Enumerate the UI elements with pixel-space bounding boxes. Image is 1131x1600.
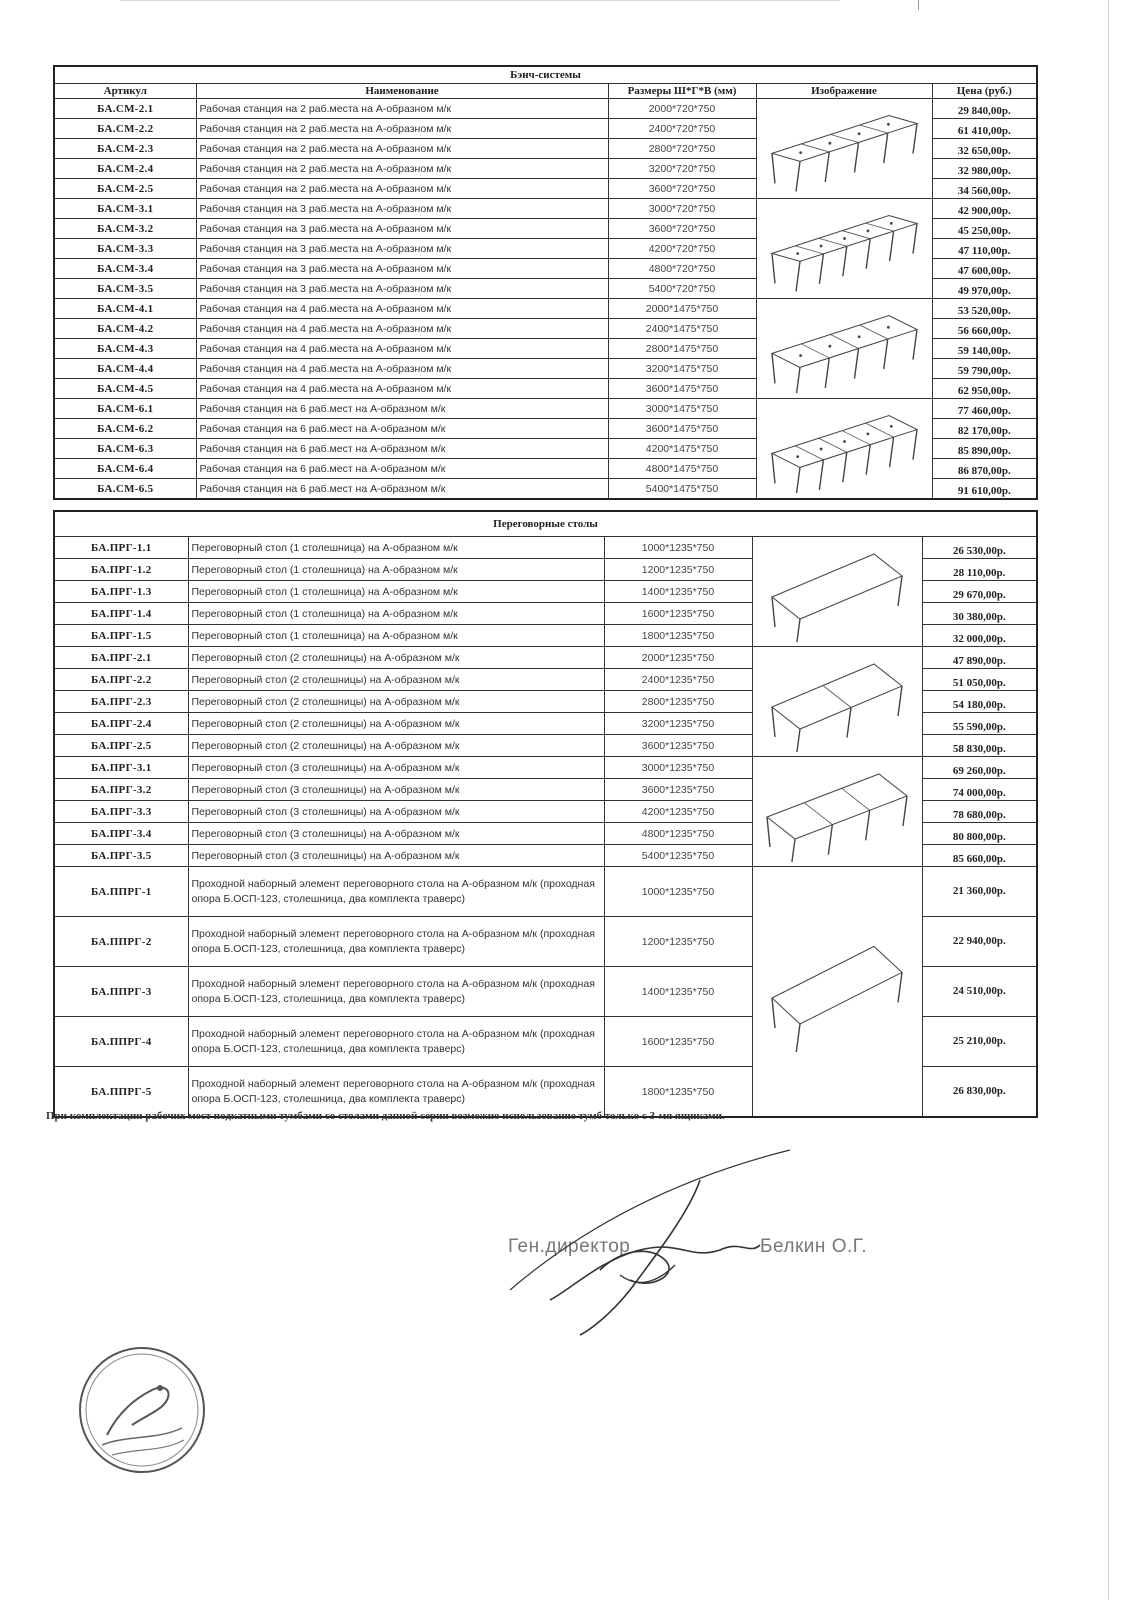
article-cell: БА.ПРГ-1.3 xyxy=(54,581,188,603)
product-image xyxy=(752,647,922,757)
price-cell: 59 790,00р. xyxy=(932,359,1037,379)
name-cell: Рабочая станция на 6 раб.мест на А-образном м/к xyxy=(196,439,608,459)
size-cell: 3600*1475*750 xyxy=(608,419,756,439)
name-cell: Рабочая станция на 4 раб.места на А-образном м/к xyxy=(196,359,608,379)
price-cell: 69 260,00р. xyxy=(922,757,1037,779)
table-row xyxy=(54,299,1037,319)
company-stamp xyxy=(72,1340,212,1480)
name-cell: Переговорный стол (2 столешницы) на А-образном м/к xyxy=(188,647,604,669)
name-cell: Переговорный стол (3 столешницы) на А-образном м/к xyxy=(188,845,604,867)
name-cell: Переговорный стол (2 столешницы) на А-образном м/к xyxy=(188,691,604,713)
article-cell: БА.СМ-2.1 xyxy=(54,99,196,119)
article-cell: БА.ПРГ-3.5 xyxy=(54,845,188,867)
name-cell: Переговорный стол (3 столешницы) на А-образном м/к xyxy=(188,779,604,801)
price-cell: 53 520,00р. xyxy=(932,299,1037,319)
table-row xyxy=(54,867,1037,917)
price-cell: 85 660,00р. xyxy=(922,845,1037,867)
name-cell: Переговорный стол (2 столешницы) на А-образном м/к xyxy=(188,713,604,735)
price-cell: 22 940,00р. xyxy=(922,917,1037,967)
size-cell: 2800*1235*750 xyxy=(604,691,752,713)
size-cell: 2400*720*750 xyxy=(608,119,756,139)
article-cell: БА.ПРГ-3.1 xyxy=(54,757,188,779)
name-cell: Рабочая станция на 2 раб.места на А-образном м/к xyxy=(196,99,608,119)
size-cell: 1800*1235*750 xyxy=(604,625,752,647)
size-cell: 5400*720*750 xyxy=(608,279,756,299)
size-cell: 4800*1235*750 xyxy=(604,823,752,845)
table-row xyxy=(54,399,1037,419)
signature-title: Ген.директор xyxy=(508,1236,631,1257)
price-cell: 58 830,00р. xyxy=(922,735,1037,757)
scan-edge-top xyxy=(120,0,840,1)
header-size: Размеры Ш*Г*В (мм) xyxy=(608,84,756,99)
size-cell: 1600*1235*750 xyxy=(604,1017,752,1067)
article-cell: БА.СМ-6.1 xyxy=(54,399,196,419)
size-cell: 1800*1235*750 xyxy=(604,1067,752,1118)
article-cell: БА.СМ-4.3 xyxy=(54,339,196,359)
price-cell: 47 890,00р. xyxy=(922,647,1037,669)
name-cell: Проходной наборный элемент переговорного стола на А-образном м/к (проходная опора Б.ОСП-123, столешница, два комплекта траверс) xyxy=(188,1067,604,1118)
article-cell: БА.СМ-2.4 xyxy=(54,159,196,179)
size-cell: 3000*720*750 xyxy=(608,199,756,219)
size-cell: 2400*1235*750 xyxy=(604,669,752,691)
price-cell: 62 950,00р. xyxy=(932,379,1037,399)
product-image xyxy=(756,299,932,399)
price-cell: 55 590,00р. xyxy=(922,713,1037,735)
article-cell: БА.СМ-3.2 xyxy=(54,219,196,239)
size-cell: 1400*1235*750 xyxy=(604,967,752,1017)
price-cell: 29 840,00р. xyxy=(932,99,1037,119)
size-cell: 4200*1475*750 xyxy=(608,439,756,459)
size-cell: 3600*720*750 xyxy=(608,179,756,199)
size-cell: 4200*1235*750 xyxy=(604,801,752,823)
price-cell: 26 830,00р. xyxy=(922,1067,1037,1118)
size-cell: 5400*1475*750 xyxy=(608,479,756,500)
product-image xyxy=(752,757,922,867)
name-cell: Проходной наборный элемент переговорного стола на А-образном м/к (проходная опора Б.ОСП-123, столешница, два комплекта траверс) xyxy=(188,967,604,1017)
size-cell: 4800*1475*750 xyxy=(608,459,756,479)
scan-edge-tick xyxy=(918,0,919,10)
price-cell: 91 610,00р. xyxy=(932,479,1037,500)
size-cell: 1000*1235*750 xyxy=(604,537,752,559)
size-cell: 3200*1475*750 xyxy=(608,359,756,379)
article-cell: БА.ПРГ-1.4 xyxy=(54,603,188,625)
name-cell: Рабочая станция на 2 раб.места на А-образном м/к xyxy=(196,179,608,199)
article-cell: БА.СМ-4.5 xyxy=(54,379,196,399)
table-row xyxy=(54,199,1037,219)
name-cell: Рабочая станция на 2 раб.места на А-образном м/к xyxy=(196,159,608,179)
header-image: Изображение xyxy=(756,84,932,99)
size-cell: 3000*1235*750 xyxy=(604,757,752,779)
name-cell: Рабочая станция на 3 раб.места на А-образном м/к xyxy=(196,199,608,219)
price-cell: 29 670,00р. xyxy=(922,581,1037,603)
name-cell: Рабочая станция на 4 раб.места на А-образном м/к xyxy=(196,319,608,339)
name-cell: Рабочая станция на 6 раб.мест на А-образном м/к xyxy=(196,419,608,439)
scan-edge-right xyxy=(1108,0,1109,1600)
article-cell: БА.ППРГ-3 xyxy=(54,967,188,1017)
product-image xyxy=(752,537,922,647)
price-cell: 54 180,00р. xyxy=(922,691,1037,713)
article-cell: БА.СМ-3.3 xyxy=(54,239,196,259)
article-cell: БА.СМ-6.3 xyxy=(54,439,196,459)
price-cell: 42 900,00р. xyxy=(932,199,1037,219)
name-cell: Рабочая станция на 2 раб.места на А-образном м/к xyxy=(196,119,608,139)
price-cell: 26 530,00р. xyxy=(922,537,1037,559)
name-cell: Рабочая станция на 6 раб.мест на А-образном м/к xyxy=(196,459,608,479)
name-cell: Переговорный стол (3 столешницы) на А-образном м/к xyxy=(188,801,604,823)
article-cell: БА.ППРГ-1 xyxy=(54,867,188,917)
price-cell: 77 460,00р. xyxy=(932,399,1037,419)
price-cell: 30 380,00р. xyxy=(922,603,1037,625)
name-cell: Рабочая станция на 2 раб.места на А-образном м/к xyxy=(196,139,608,159)
article-cell: БА.ППРГ-5 xyxy=(54,1067,188,1118)
price-cell: 51 050,00р. xyxy=(922,669,1037,691)
article-cell: БА.СМ-3.4 xyxy=(54,259,196,279)
price-cell: 61 410,00р. xyxy=(932,119,1037,139)
article-cell: БА.ПРГ-1.1 xyxy=(54,537,188,559)
price-cell: 28 110,00р. xyxy=(922,559,1037,581)
article-cell: БА.СМ-4.2 xyxy=(54,319,196,339)
table-row xyxy=(54,99,1037,119)
name-cell: Переговорный стол (3 столешницы) на А-образном м/к xyxy=(188,757,604,779)
bench-systems-table xyxy=(53,65,1038,500)
size-cell: 2400*1475*750 xyxy=(608,319,756,339)
name-cell: Рабочая станция на 3 раб.места на А-образном м/к xyxy=(196,259,608,279)
name-cell: Рабочая станция на 4 раб.места на А-образном м/к xyxy=(196,339,608,359)
name-cell: Рабочая станция на 4 раб.места на А-образном м/к xyxy=(196,379,608,399)
product-image xyxy=(756,399,932,500)
size-cell: 3000*1475*750 xyxy=(608,399,756,419)
article-cell: БА.ПРГ-2.5 xyxy=(54,735,188,757)
name-cell: Рабочая станция на 6 раб.мест на А-образном м/к xyxy=(196,479,608,500)
price-cell: 47 600,00р. xyxy=(932,259,1037,279)
article-cell: БА.СМ-2.2 xyxy=(54,119,196,139)
product-image xyxy=(752,867,922,1118)
meeting-tables-table xyxy=(53,510,1038,1118)
size-cell: 2800*720*750 xyxy=(608,139,756,159)
bench-section-title: Бэнч-системы xyxy=(54,66,1037,84)
article-cell: БА.СМ-6.4 xyxy=(54,459,196,479)
price-cell: 45 250,00р. xyxy=(932,219,1037,239)
name-cell: Переговорный стол (1 столешница) на А-образном м/к xyxy=(188,603,604,625)
article-cell: БА.ПРГ-2.4 xyxy=(54,713,188,735)
article-cell: БА.СМ-4.1 xyxy=(54,299,196,319)
name-cell: Переговорный стол (2 столешницы) на А-образном м/к xyxy=(188,735,604,757)
article-cell: БА.ПРГ-3.4 xyxy=(54,823,188,845)
article-cell: БА.СМ-4.4 xyxy=(54,359,196,379)
name-cell: Проходной наборный элемент переговорного стола на А-образном м/к (проходная опора Б.ОСП-123, столешница, два комплекта траверс) xyxy=(188,917,604,967)
price-cell: 25 210,00р. xyxy=(922,1017,1037,1067)
article-cell: БА.ПРГ-1.2 xyxy=(54,559,188,581)
size-cell: 2800*1475*750 xyxy=(608,339,756,359)
price-cell: 32 000,00р. xyxy=(922,625,1037,647)
size-cell: 4800*720*750 xyxy=(608,259,756,279)
footnote: При комплектации рабочих мест подкатными тумбами со столами данной серии возможно использование тумб только с 3-мя ящиками. xyxy=(46,1110,725,1122)
name-cell: Переговорный стол (2 столешницы) на А-образном м/к xyxy=(188,669,604,691)
product-image xyxy=(756,99,932,199)
name-cell: Рабочая станция на 6 раб.мест на А-образном м/к xyxy=(196,399,608,419)
name-cell: Переговорный стол (1 столешница) на А-образном м/к xyxy=(188,581,604,603)
size-cell: 3200*1235*750 xyxy=(604,713,752,735)
price-cell: 24 510,00р. xyxy=(922,967,1037,1017)
size-cell: 2000*1235*750 xyxy=(604,647,752,669)
size-cell: 5400*1235*750 xyxy=(604,845,752,867)
article-cell: БА.СМ-6.5 xyxy=(54,479,196,500)
article-cell: БА.ПРГ-3.2 xyxy=(54,779,188,801)
name-cell: Переговорный стол (1 столешница) на А-образном м/к xyxy=(188,625,604,647)
article-cell: БА.СМ-6.2 xyxy=(54,419,196,439)
article-cell: БА.СМ-3.5 xyxy=(54,279,196,299)
size-cell: 1200*1235*750 xyxy=(604,559,752,581)
size-cell: 1000*1235*750 xyxy=(604,867,752,917)
price-cell: 85 890,00р. xyxy=(932,439,1037,459)
price-cell: 21 360,00р. xyxy=(922,867,1037,917)
name-cell: Рабочая станция на 3 раб.места на А-образном м/к xyxy=(196,219,608,239)
name-cell: Переговорный стол (1 столешница) на А-образном м/к xyxy=(188,559,604,581)
size-cell: 1200*1235*750 xyxy=(604,917,752,967)
price-cell: 82 170,00р. xyxy=(932,419,1037,439)
price-cell: 32 980,00р. xyxy=(932,159,1037,179)
price-cell: 80 800,00р. xyxy=(922,823,1037,845)
price-cell: 59 140,00р. xyxy=(932,339,1037,359)
article-cell: БА.ПРГ-3.3 xyxy=(54,801,188,823)
price-cell: 32 650,00р. xyxy=(932,139,1037,159)
header-name: Наименование xyxy=(196,84,608,99)
size-cell: 2000*720*750 xyxy=(608,99,756,119)
price-cell: 49 970,00р. xyxy=(932,279,1037,299)
size-cell: 1600*1235*750 xyxy=(604,603,752,625)
size-cell: 3600*1235*750 xyxy=(604,735,752,757)
name-cell: Переговорный стол (3 столешницы) на А-образном м/к xyxy=(188,823,604,845)
article-cell: БА.ППРГ-4 xyxy=(54,1017,188,1067)
price-cell: 34 560,00р. xyxy=(932,179,1037,199)
article-cell: БА.СМ-2.5 xyxy=(54,179,196,199)
price-cell: 78 680,00р. xyxy=(922,801,1037,823)
price-cell: 47 110,00р. xyxy=(932,239,1037,259)
price-cell: 74 000,00р. xyxy=(922,779,1037,801)
article-cell: БА.ППРГ-2 xyxy=(54,917,188,967)
signature-name: Белкин О.Г. xyxy=(760,1236,867,1257)
size-cell: 3600*720*750 xyxy=(608,219,756,239)
name-cell: Переговорный стол (1 столешница) на А-образном м/к xyxy=(188,537,604,559)
name-cell: Рабочая станция на 3 раб.места на А-образном м/к xyxy=(196,239,608,259)
size-cell: 3600*1235*750 xyxy=(604,779,752,801)
table-row xyxy=(54,537,1037,559)
price-cell: 56 660,00р. xyxy=(932,319,1037,339)
header-article: Артикул xyxy=(54,84,196,99)
size-cell: 2000*1475*750 xyxy=(608,299,756,319)
size-cell: 1400*1235*750 xyxy=(604,581,752,603)
name-cell: Рабочая станция на 4 раб.места на А-образном м/к xyxy=(196,299,608,319)
article-cell: БА.ПРГ-2.3 xyxy=(54,691,188,713)
header-price: Цена (руб.) xyxy=(932,84,1037,99)
table-row xyxy=(54,757,1037,779)
meeting-section-title: Переговорные столы xyxy=(54,511,1037,537)
name-cell: Рабочая станция на 3 раб.места на А-образном м/к xyxy=(196,279,608,299)
article-cell: БА.ПРГ-2.1 xyxy=(54,647,188,669)
article-cell: БА.СМ-3.1 xyxy=(54,199,196,219)
handwritten-signature xyxy=(490,1140,810,1340)
product-image xyxy=(756,199,932,299)
size-cell: 3200*720*750 xyxy=(608,159,756,179)
name-cell: Проходной наборный элемент переговорного стола на А-образном м/к (проходная опора Б.ОСП-123, столешница, два комплекта траверс) xyxy=(188,867,604,917)
table-row xyxy=(54,647,1037,669)
article-cell: БА.ПРГ-1.5 xyxy=(54,625,188,647)
article-cell: БА.СМ-2.3 xyxy=(54,139,196,159)
article-cell: БА.ПРГ-2.2 xyxy=(54,669,188,691)
size-cell: 3600*1475*750 xyxy=(608,379,756,399)
price-cell: 86 870,00р. xyxy=(932,459,1037,479)
name-cell: Проходной наборный элемент переговорного стола на А-образном м/к (проходная опора Б.ОСП-123, столешница, два комплекта траверс) xyxy=(188,1017,604,1067)
size-cell: 4200*720*750 xyxy=(608,239,756,259)
